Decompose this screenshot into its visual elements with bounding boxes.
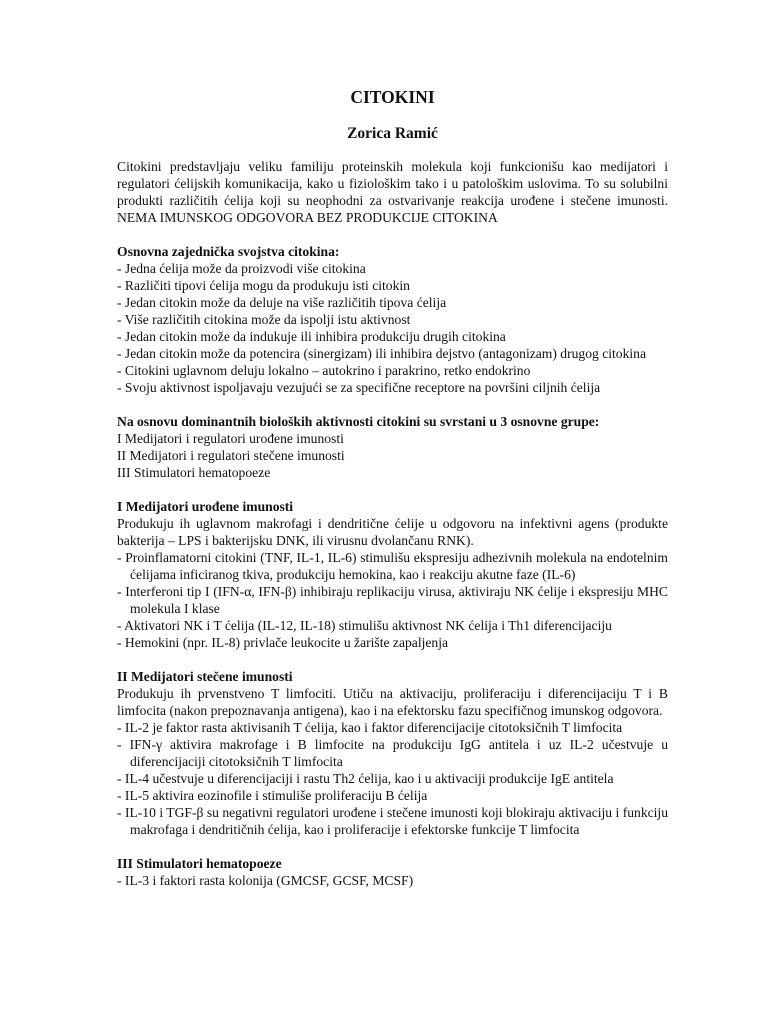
list-item: - Citokini uglavnom deluju lokalno – autokrino i parakrino, retko endokrino [117, 363, 531, 378]
list-item: - Jedna ćelija može da proizvodi više citokina [117, 261, 366, 276]
section-heading: Osnovna zajednička svojstva citokina: [117, 244, 340, 259]
list-item: - Jedan citokin može da potencira (sinergizam) ili inhibira dejstvo (antagonizam) drugog citokina [117, 346, 646, 361]
list-item: - Različiti tipovi ćelija mogu da produkuju isti citokin [117, 278, 410, 293]
list-item: - IFN-γ aktivira makrofage i B limfocite na produkciju IgG antitela i uz IL-2 učestvuje u diferencijaciji citotoksičnih T limfocita [117, 737, 668, 769]
section [117, 243, 668, 396]
list-item: - Hemokini (npr. IL-8) privlače leukocite u žarište zapaljenja [117, 635, 449, 650]
section-paragraph: Produkuju ih prvenstveno T limfociti. Utiču na aktivaciju, proliferaciju i diferencijaciju T i B limfocita (nakon prepoznavanja antigena), kao i na efektorsku fazu specifičnog imunskog odgovora. [117, 686, 668, 718]
section-heading: Na osnovu dominantnih bioloških aktivnosti citokini su svrstani u 3 osnovne grupe: [117, 414, 600, 429]
section-heading: II Medijatori stečene imunosti [117, 669, 293, 684]
list-item: - IL-4 učestvuje u diferencijaciji i rastu Th2 ćelija, kao i u aktivaciji produkcije IgE antitela [117, 771, 614, 786]
list-item: - Jedan citokin može da deluje na više različitih tipova ćelija [117, 295, 447, 310]
document-author: Zorica Ramić [347, 125, 438, 142]
list-item: - Više različitih citokina može da ispolji istu aktivnost [117, 312, 411, 327]
section [117, 413, 668, 481]
section-heading: I Medijatori urođene imunosti [117, 499, 294, 514]
section-paragraph: Produkuju ih uglavnom makrofagi i dendritične ćelije u odgovoru na infektivni agens (produkte bakterija – LPS i bakterijsku DNK, ili virusnu dvolančanu RNK). [117, 516, 668, 548]
list-item: - Proinflamatorni citokini (TNF, IL-1, IL-6) stimulišu ekspresiju adhezivnih molekula na endotelnim ćelijama inficiranog tkiva, produkciju hemokina, kao i reakciju akutne faze (IL-6) [117, 550, 668, 582]
section-heading: III Stimulatori hematopoeze [117, 856, 282, 871]
list-item: - Interferoni tip I (IFN-α, IFN-β) inhibiraju replikaciju virusa, aktiviraju NK ćelije i ekspresiju MHC molekula I klase [117, 584, 668, 616]
intro-paragraph: Citokini predstavljaju veliku familiju proteinskih molekula koji funkcionišu kao medijatori i regulatori ćelijskih komunikacija, kako u fiziološkim tako i u patološkim uslovima. To su solubilni produkti različitih ćelija koji su neophodni za ostvarivanje reakcija urođene i stečene imunosti. NEMA IMUNSKOG ODGOVORA BEZ PRODUKCIJE CITOKINA [117, 159, 668, 225]
list-item: - IL-10 i TGF-β su negativni regulatori urođene i stečene imunosti koji blokiraju aktivaciju i funkciju makrofaga i dendritičnih ćelija, kao i proliferacije i efektorske funkcije T limfocita [117, 805, 668, 837]
list-item: - Jedan citokin može da indukuje ili inhibira produkciju drugih citokina [117, 329, 506, 344]
document-body [117, 86, 668, 889]
list-item: - IL-3 i faktori rasta kolonija (GMCSF, GCSF, MCSF) [117, 873, 414, 888]
sections-container [117, 243, 668, 889]
section [117, 855, 668, 889]
list-item: - Svoju aktivnost ispoljavaju vezujući se za specifične receptore na površini ciljnih ćelija [117, 380, 601, 395]
section [117, 668, 668, 838]
section [117, 498, 668, 651]
list-item: I Medijatori i regulatori urođene imunosti [117, 431, 344, 446]
list-item: II Medijatori i regulatori stečene imunosti [117, 448, 345, 463]
list-item: III Stimulatori hematopoeze [117, 465, 271, 480]
list-item: - Aktivatori NK i T ćelija (IL-12, IL-18) stimulišu aktivnost NK ćelija i Th1 diferencijaciju [117, 618, 612, 633]
list-item: - IL-2 je faktor rasta aktivisanih T ćelija, kao i faktor diferencijacije citotoksičnih T limfocita [117, 720, 623, 735]
list-item: - IL-5 aktivira eozinofile i stimuliše proliferaciju B ćelija [117, 788, 428, 803]
document-title: CITOKINI [350, 87, 435, 107]
